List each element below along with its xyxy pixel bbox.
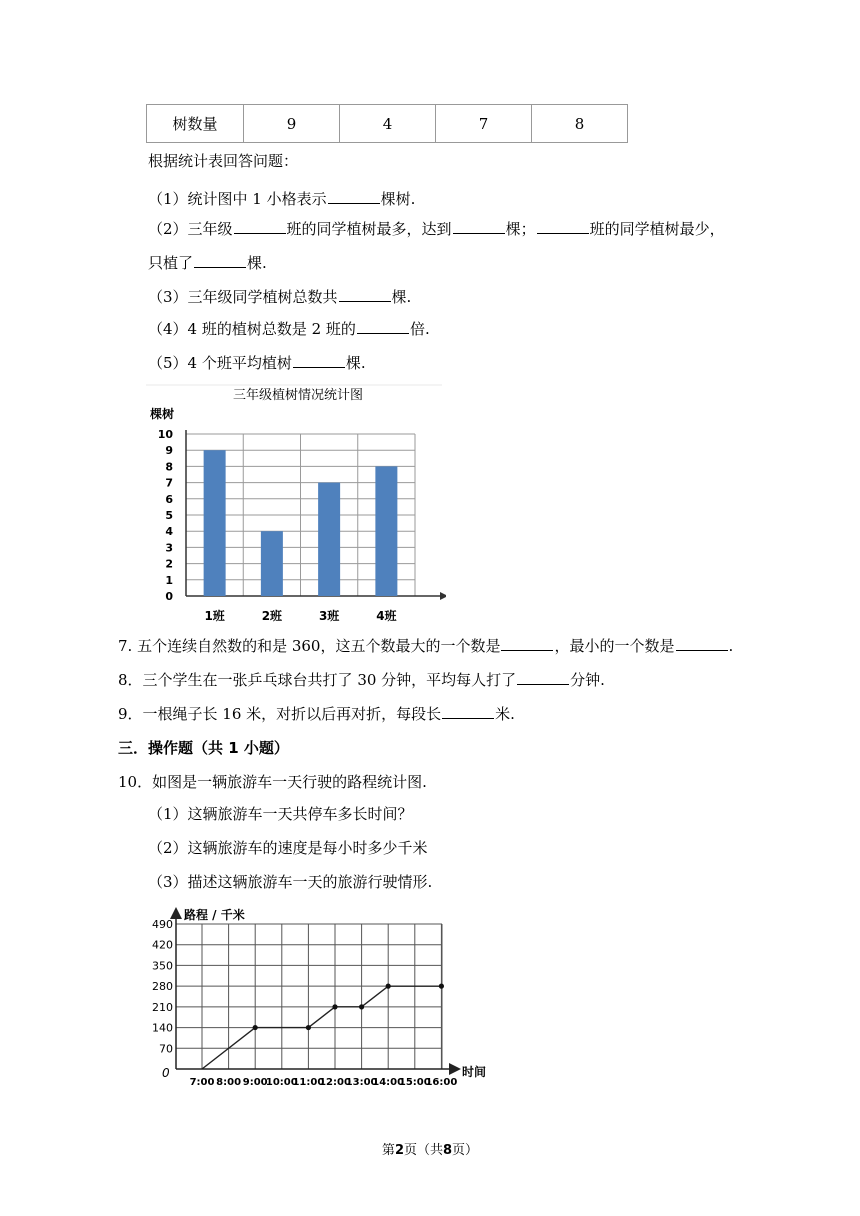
x-tick-label: 13:00 [345,1077,378,1088]
answer-blank[interactable] [339,287,391,302]
x-tick-label: 12:00 [319,1077,351,1088]
y-tick-label: 350 [152,959,173,973]
answer-blank[interactable] [517,670,569,685]
data-point [253,1025,258,1030]
y-tick-label: 280 [152,980,173,994]
q6-part3: （3）三年级同学植树总数共 棵. [148,288,412,306]
x-tick-label: 4班 [376,609,397,623]
origin-label: 0 [162,1066,170,1080]
q10-part3: （3）描述这辆旅游车一天的旅游行驶情形. [148,873,433,891]
question-10: 10．如图是一辆旅游车一天行驶的路程统计图. [118,773,427,791]
bar-chart [146,384,446,630]
data-point [439,984,444,989]
table-cell: 8 [532,105,628,143]
y-tick-label: 5 [165,509,173,522]
section-heading: 三．操作题（共 1 小题） [118,739,289,757]
answer-blank[interactable] [501,636,553,651]
x-tick-label: 16:00 [425,1077,458,1088]
q10-part1: （1）这辆旅游车一天共停车多长时间？ [148,805,413,823]
y-tick-label: 140 [152,1021,173,1035]
answer-blank[interactable] [537,219,589,234]
y-tick-label: 2 [165,557,173,571]
answer-blank[interactable] [442,704,494,719]
y-tick-label: 490 [152,918,173,931]
x-tick-label: 14:00 [372,1077,405,1088]
data-point [359,1004,364,1009]
q10-part2: （2）这辆旅游车的速度是每小时多少千米 [148,839,428,857]
x-tick-label: 1班 [204,609,225,623]
answer-blank[interactable] [357,319,409,334]
data-point [386,984,391,989]
answer-blank[interactable] [194,253,246,268]
question-8: 8．三个学生在一张乒乓球台共打了 30 分钟，平均每人打了 分钟. [118,671,605,689]
table-row [147,105,628,143]
data-point [332,1004,337,1009]
y-tick-label: 7 [165,476,173,490]
bar [261,531,283,596]
x-axis-label: 时间 [462,1065,487,1079]
tree-count-table [146,104,628,143]
question-9: 9．一根绳子长 16 米，对折以后再对折，每段长 米. [118,705,515,723]
y-tick-label: 10 [157,428,173,441]
y-tick-label: 1 [165,573,173,587]
y-axis-label: 路程 / 千米 [184,908,245,922]
bar [375,466,397,596]
chart-title: 三年级植树情况统计图 [232,388,364,403]
x-tick-label: 11:00 [292,1077,325,1088]
y-tick-label: 70 [159,1042,173,1056]
table-cell: 4 [340,105,436,143]
question-7: 7. 五个连续自然数的和是 360，这五个数最大的一个数是 ，最小的一个数是 . [118,637,734,655]
q6-intro: 根据统计表回答问题： [148,152,299,170]
page-total: 8 [443,1143,453,1158]
q6-part5: （5）4 个班平均植树 棵. [148,354,366,372]
x-tick-label: 3班 [318,609,340,623]
answer-blank[interactable] [328,189,380,204]
x-tick-label: 10:00 [265,1077,298,1088]
y-tick-label: 420 [152,938,173,952]
line-chart [140,904,500,1092]
data-point [306,1025,311,1030]
page-number: 2 [394,1143,404,1158]
y-tick-label: 6 [165,492,173,506]
y-tick-label: 4 [165,525,173,539]
table-cell: 9 [244,105,340,143]
q6-part2: （2）三年级 班的同学植树最多，达到 棵； 班的同学植树最少， [148,220,725,238]
bar [204,450,226,596]
q6-part2-cont: 只植了 棵. [148,254,267,272]
x-tick-label: 8:00 [216,1077,242,1088]
table-cell: 7 [436,105,532,143]
answer-blank[interactable] [676,636,728,651]
x-tick-label: 2班 [261,609,283,623]
answer-blank[interactable] [234,219,286,234]
y-tick-label: 0 [165,590,173,603]
x-axis-arrow [440,592,446,600]
q6-part1: （1）统计图中 1 小格表示 棵树. [148,190,416,208]
answer-blank[interactable] [453,219,505,234]
x-tick-label: 15:00 [398,1077,431,1088]
page-footer: 第2页（共8页） [381,1143,479,1158]
answer-blank[interactable] [293,353,345,368]
q6-part4: （4）4 班的植树总数是 2 班的 倍. [148,320,430,338]
y-tick-label: 9 [165,444,173,458]
y-tick-label: 8 [165,460,173,474]
y-tick-label: 210 [152,1000,173,1014]
table-row-label: 树数量 [147,105,244,143]
y-axis-label: 棵树 [150,407,175,421]
x-tick-label: 7:00 [189,1077,215,1088]
x-tick-label: 9:00 [242,1077,268,1088]
y-tick-label: 3 [165,541,173,555]
bar [318,483,340,596]
